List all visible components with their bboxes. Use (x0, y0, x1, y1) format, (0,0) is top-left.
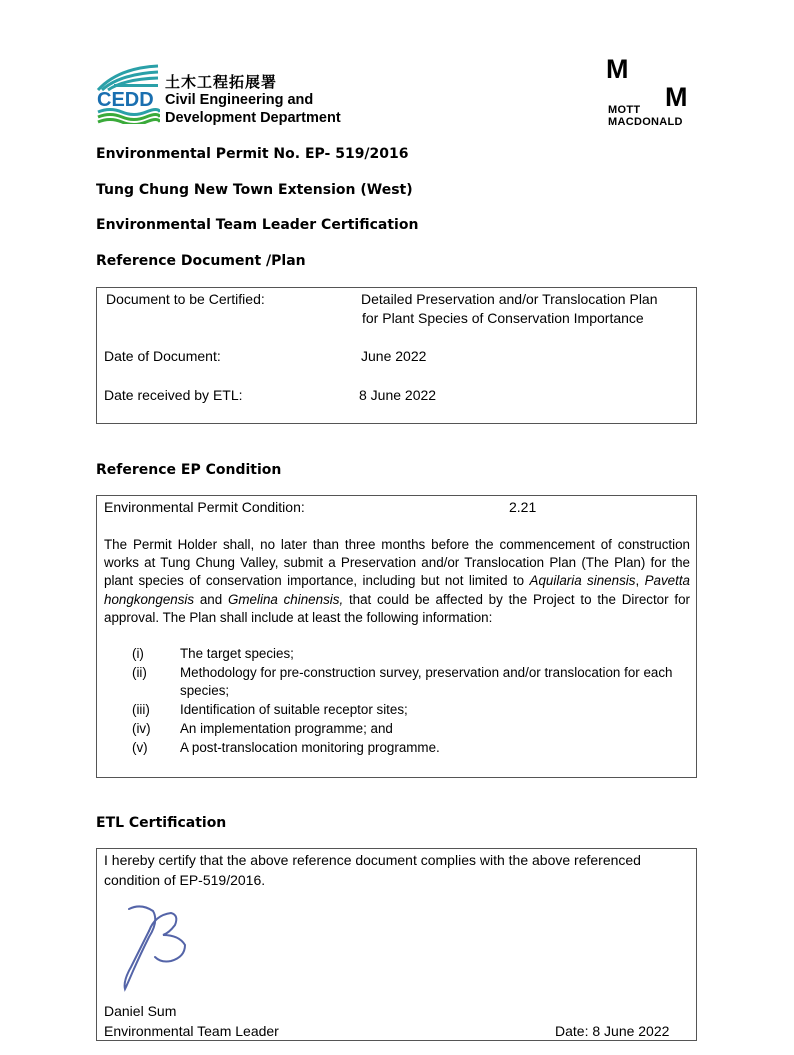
received-value: 8 June 2022 (359, 387, 437, 403)
condition-paragraph (104, 536, 690, 627)
mott-macdonald-logo (606, 56, 696, 132)
date-value: June 2022 (361, 348, 427, 364)
cedd-abbr: CEDD (97, 89, 154, 111)
certification-date: Date: 8 June 2022 (555, 1023, 670, 1039)
signatory-name: Daniel Sum (104, 1003, 177, 1019)
doc-value-line1: Detailed Preservation and/or Translocation Plan (361, 291, 658, 307)
list-item-number: (ii) (132, 665, 147, 680)
signature-image (119, 901, 199, 993)
certification-heading: Environmental Team Leader Certification (96, 217, 419, 233)
cedd-name-line1: Civil Engineering and (165, 92, 314, 108)
permit-heading: Environmental Permit No. EP- 519/2016 (96, 146, 409, 162)
condition-label: Environmental Permit Condition: (104, 499, 305, 515)
cedd-emblem (96, 62, 160, 124)
para-part1: The Permit Holder shall, no later than three months before the commencement of construction works at Tung Chung Valley, submit a Preservation and/or Translocation Plan (The Plan) for the plant species of conservation importance, including but not limited to (104, 537, 690, 589)
signatory-role: Environmental Team Leader (104, 1023, 279, 1039)
ep-condition-box (96, 495, 697, 778)
list-item-text: The target species; (180, 646, 294, 661)
project-heading: Tung Chung New Town Extension (West) (96, 182, 413, 198)
statement-line1: I hereby certify that the above reference document complies with the above referenced (104, 852, 641, 868)
species-pavetta: Pavetta hongkongensis (104, 573, 691, 607)
mott-m-bottom: M (665, 82, 688, 112)
species-aquilaria: Aquilaria sinensis (529, 573, 636, 589)
cedd-name-line2: Development Department (165, 110, 341, 126)
separator-2: and (194, 591, 228, 607)
reference-document-box (96, 287, 697, 424)
para-part2: that could be affected by the Project to the Director for approval. The Plan shall include at least the following information: (104, 591, 690, 625)
condition-value: 2.21 (509, 499, 537, 515)
list-item-number: (i) (132, 646, 144, 661)
list-item-number: (v) (132, 740, 148, 755)
list-item-text: A post-translocation monitoring programme. (180, 740, 440, 755)
reference-ep-heading: Reference EP Condition (96, 462, 282, 478)
received-label: Date received by ETL: (104, 387, 243, 403)
separator-1: , (635, 573, 645, 589)
macdonald-word: MACDONALD (608, 116, 683, 128)
list-item-text: An implementation programme; and (180, 721, 393, 736)
etl-certification-box (96, 848, 697, 1041)
doc-value-line2: for Plant Species of Conservation Importance (362, 310, 644, 326)
statement-line2: condition of EP-519/2016. (104, 872, 266, 888)
mott-m-top: M (606, 54, 629, 84)
etl-heading: ETL Certification (96, 815, 227, 831)
list-item-number: (iv) (132, 721, 151, 736)
list-item-text: Identification of suitable receptor sites; (180, 702, 408, 717)
doc-label: Document to be Certified: (106, 291, 265, 307)
mott-word: MOTT (608, 104, 641, 116)
date-label: Date of Document: (104, 348, 221, 364)
reference-document-heading: Reference Document /Plan (96, 253, 306, 269)
list-item-text: Methodology for pre-construction survey, preservation and/or translocation for each species; (180, 665, 673, 699)
list-item-number: (iii) (132, 702, 150, 717)
cedd-chinese-name: 土木工程拓展署 (165, 74, 278, 91)
species-gmelina: Gmelina chinensis, (227, 591, 344, 607)
